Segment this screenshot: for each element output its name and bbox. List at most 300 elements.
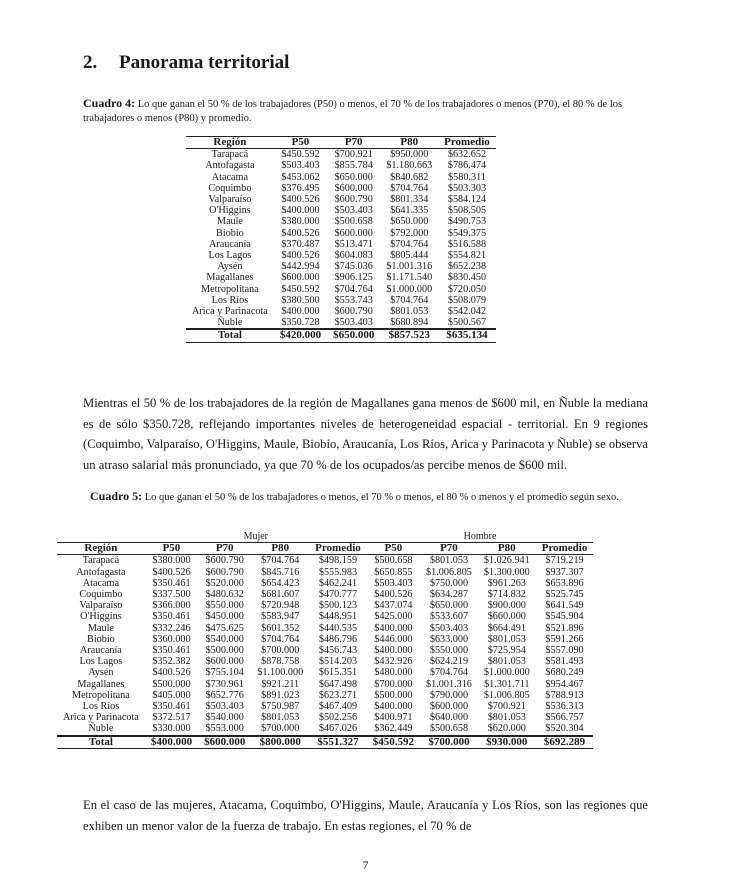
value-cell: $704.764 — [390, 294, 429, 306]
table-row — [57, 634, 593, 645]
value-cell: $730.961 — [205, 678, 244, 690]
value-cell: $480.632 — [205, 589, 244, 601]
value-cell: $714.832 — [487, 589, 526, 601]
value-cell: $467.409 — [318, 701, 358, 713]
region-cell: Arica y Parinacota — [192, 306, 268, 318]
column-header: P50 — [145, 543, 198, 555]
value-cell: $500.658 — [429, 723, 469, 735]
value-cell: $500.658 — [374, 555, 413, 567]
value-cell: $650.855 — [374, 566, 413, 578]
value-cell: $600.790 — [334, 194, 373, 206]
total-value: $700.000 — [420, 736, 478, 749]
total-value: $400.000 — [145, 736, 198, 749]
value-cell: $1.006.805 — [483, 689, 530, 701]
value-cell: $350.461 — [152, 701, 191, 713]
value-cell: $503.403 — [374, 577, 413, 589]
value-cell: $503.403 — [281, 160, 320, 172]
column-header: P80 — [380, 137, 438, 149]
value-cell: $950.000 — [390, 149, 429, 161]
value-cell: $745.036 — [334, 261, 373, 273]
table-row — [186, 194, 496, 205]
cuadro4-label: Cuadro 4: — [83, 96, 136, 110]
value-cell: $583.947 — [261, 611, 300, 623]
value-cell: $566.757 — [545, 712, 584, 724]
cuadro4-caption-text: Lo que ganan el 50 % de los trabajadores (P50) o menos, el 70 % de los trabajadores o menos (P70), el 80 % de los trabajadores o menos (P80) y promedio. — [83, 99, 623, 124]
value-cell: $641.335 — [390, 205, 429, 217]
value-cell: $520.000 — [205, 577, 244, 589]
page-number: 7 — [362, 858, 369, 872]
value-cell: $805.444 — [390, 250, 429, 262]
table-row — [186, 272, 496, 283]
value-cell: $503.403 — [334, 317, 373, 329]
table-row — [186, 205, 496, 216]
value-cell: $545.904 — [545, 611, 584, 623]
value-cell: $704.764 — [261, 633, 300, 645]
value-cell: $1.100.000 — [257, 667, 304, 679]
value-cell: $650.000 — [334, 171, 373, 183]
region-cell: Arica y Parinacota — [63, 712, 139, 724]
region-cell: O'Higgins — [209, 205, 251, 217]
value-cell: $704.764 — [261, 555, 300, 567]
region-cell: Aysén — [88, 667, 114, 679]
value-cell: $332.246 — [152, 622, 191, 634]
value-cell: $755.104 — [205, 667, 244, 679]
region-cell: O'Higgins — [80, 611, 122, 623]
value-cell: $513.471 — [334, 238, 373, 250]
total-value: $692.289 — [536, 736, 594, 749]
value-cell: $961.263 — [487, 577, 526, 589]
value-cell: $700.921 — [487, 701, 526, 713]
value-cell: $641.549 — [545, 600, 584, 612]
region-cell: Biobio — [87, 633, 115, 645]
value-cell: $790.000 — [429, 689, 469, 701]
value-cell: $623.271 — [318, 689, 358, 701]
value-cell: $450.000 — [205, 611, 244, 623]
value-cell: $450.592 — [281, 283, 320, 295]
value-cell: $600.000 — [205, 656, 244, 668]
value-cell: $600.000 — [281, 272, 320, 284]
value-cell: $650.000 — [429, 600, 469, 612]
cuadro5-caption-text: Lo que ganan el 50 % de los trabajadores o menos, el 70 % o menos, el 80 % o menos y el promedio según sexo. — [144, 492, 619, 503]
total-value: $635.134 — [438, 329, 496, 342]
paragraph-2: En el caso de las mujeres, Atacama, Coquimbo, O'Higgins, Maule, Araucanía y Los Ríos, son las regiones que exhiben un menor valor de la fuerza de trabajo. En estas regiones, el 70 % de — [83, 798, 648, 833]
value-cell: $480.000 — [374, 667, 413, 679]
value-cell: $632.652 — [447, 149, 487, 161]
value-cell: $878.758 — [261, 656, 300, 668]
value-cell: $442.994 — [281, 261, 320, 273]
value-cell: $680.249 — [545, 667, 584, 679]
region-cell: Ñuble — [88, 723, 114, 735]
value-cell: $500.123 — [318, 600, 358, 612]
value-cell: $400.000 — [281, 205, 320, 217]
value-cell: $786.474 — [447, 160, 487, 172]
value-cell: $540.000 — [205, 712, 244, 724]
value-cell: $801.334 — [390, 194, 429, 206]
value-cell: $550.000 — [429, 645, 469, 657]
table-row — [186, 306, 496, 317]
value-cell: $500.567 — [447, 317, 487, 329]
value-cell: $470.777 — [318, 589, 358, 601]
value-cell: $591.266 — [545, 633, 584, 645]
value-cell: $1.026.941 — [483, 555, 530, 567]
value-cell: $432.926 — [374, 656, 413, 668]
value-cell: $508.505 — [447, 205, 487, 217]
value-cell: $362.449 — [374, 723, 413, 735]
value-cell: $330.000 — [152, 723, 191, 735]
value-cell: $520.304 — [545, 723, 584, 735]
value-cell: $503.403 — [334, 205, 373, 217]
value-cell: $704.764 — [390, 238, 429, 250]
value-cell: $400.000 — [374, 622, 413, 634]
value-cell: $906.125 — [334, 272, 373, 284]
table-row — [57, 611, 593, 622]
region-cell: Magallanes — [77, 678, 125, 690]
value-cell: $801.053 — [429, 555, 469, 567]
table-row — [57, 679, 593, 690]
value-cell: $536.313 — [545, 701, 584, 713]
value-cell: $660.000 — [487, 611, 526, 623]
table-row — [57, 667, 593, 678]
value-cell: $500.658 — [334, 216, 373, 228]
value-cell: $554.821 — [447, 250, 487, 262]
group-mujer: Mujer — [243, 531, 269, 542]
value-cell: $521.896 — [545, 622, 584, 634]
value-cell: $400.000 — [281, 306, 320, 318]
table-row — [57, 600, 593, 611]
region-cell: Valparaíso — [208, 194, 252, 206]
section-heading — [83, 52, 289, 74]
value-cell: $450.592 — [281, 149, 320, 161]
table-row — [57, 589, 593, 600]
value-cell: $600.790 — [334, 306, 373, 318]
value-cell: $937.307 — [545, 566, 584, 578]
value-cell: $498.159 — [318, 555, 358, 567]
region-cell: Coquimbo — [79, 589, 123, 601]
table-row — [186, 250, 496, 261]
total-row — [57, 736, 593, 749]
value-cell: $350.728 — [281, 317, 320, 329]
value-cell: $467.026 — [318, 723, 358, 735]
value-cell: $845.716 — [261, 566, 300, 578]
value-cell: $700.921 — [334, 149, 373, 161]
table-row — [57, 578, 593, 589]
value-cell: $664.491 — [487, 622, 526, 634]
column-header: Región — [57, 543, 145, 555]
value-cell: $400.526 — [152, 566, 191, 578]
value-cell: $405.000 — [152, 689, 191, 701]
value-cell: $654.423 — [261, 577, 300, 589]
table-row — [57, 645, 593, 656]
paragraph-1: Mientras el 50 % de los trabajadores de la región de Magallanes gana menos de $600 mil, en Ñuble la mediana es de sólo $350.728, reflejando importantes niveles de heterogeneidad espacial - territorial. En 9 regiones (Coquimbo, Valparaíso, O'Higgins, Maule, Biobío, Araucanía, Los Ríos, Arica y Parinacota y Ñuble) se observa un atraso salarial más pronunciado, ya que 70 % de los ocupados/as percibe menos de $600 mil. — [83, 396, 648, 472]
table-row — [186, 284, 496, 295]
value-cell: $503.403 — [429, 622, 469, 634]
value-cell: $600.000 — [334, 182, 373, 194]
region-cell: Atacama — [211, 171, 248, 183]
region-cell: Ñuble — [217, 317, 243, 329]
value-cell: $1.300.000 — [483, 566, 530, 578]
column-header: P70 — [420, 543, 478, 555]
value-cell: $1.001.316 — [426, 678, 472, 690]
column-header: Promedio — [536, 543, 594, 555]
table-row — [57, 567, 593, 578]
region-cell: Araucanía — [208, 238, 251, 250]
table-row — [57, 623, 593, 634]
column-header: P50 — [274, 137, 327, 149]
value-cell: $792.000 — [390, 227, 429, 239]
value-cell: $640.000 — [429, 712, 469, 724]
total-value: $857.523 — [380, 329, 438, 342]
value-cell: $350.461 — [152, 577, 191, 589]
region-cell: Los Ríos — [82, 701, 120, 713]
value-cell: $514.203 — [318, 656, 358, 668]
value-cell: $600.790 — [205, 555, 244, 567]
value-cell: $830.450 — [447, 272, 487, 284]
table-row — [186, 261, 496, 272]
value-cell: $462.241 — [318, 577, 358, 589]
value-cell: $500.000 — [205, 645, 244, 657]
column-header: P80 — [251, 543, 309, 555]
value-cell: $440.535 — [318, 622, 358, 634]
total-value: $930.000 — [478, 736, 536, 749]
value-cell: $652.238 — [447, 261, 487, 273]
value-cell: $1.000.000 — [386, 283, 433, 295]
value-cell: $801.053 — [261, 712, 300, 724]
region-cell: Antofagasta — [76, 566, 126, 578]
value-cell: $704.764 — [429, 667, 469, 679]
total-label: Total — [57, 736, 145, 749]
value-cell: $453.062 — [281, 171, 320, 183]
value-cell: $425.000 — [374, 611, 413, 623]
table-row — [186, 216, 496, 227]
region-cell: Maule — [87, 622, 114, 634]
value-cell: $788.913 — [545, 689, 584, 701]
value-cell: $750.987 — [261, 701, 300, 713]
value-cell: $380.000 — [152, 555, 191, 567]
value-cell: $700.000 — [261, 723, 300, 735]
region-cell: Magallanes — [206, 272, 254, 284]
value-cell: $921.211 — [261, 678, 300, 690]
value-cell: $555.983 — [318, 566, 358, 578]
value-cell: $652.776 — [205, 689, 244, 701]
value-cell: $840.682 — [390, 171, 429, 183]
value-cell: $681.607 — [261, 589, 300, 601]
value-cell: $366.000 — [152, 600, 191, 612]
table-row — [57, 712, 593, 723]
value-cell: $719.219 — [545, 555, 584, 567]
value-cell: $400.526 — [281, 250, 320, 262]
value-cell: $516.588 — [447, 238, 487, 250]
value-cell: $633.000 — [429, 633, 469, 645]
value-cell: $437.074 — [374, 600, 413, 612]
value-cell: $553.000 — [205, 723, 244, 735]
value-cell: $400.526 — [281, 194, 320, 206]
total-value: $600.000 — [198, 736, 251, 749]
column-header: P70 — [327, 137, 380, 149]
region-cell: Araucanía — [79, 645, 122, 657]
value-cell: $650.000 — [390, 216, 429, 228]
table-header-row — [57, 543, 593, 555]
table-row — [186, 239, 496, 250]
value-cell: $502.256 — [318, 712, 358, 724]
cuadro4-table — [186, 136, 496, 343]
total-value: $551.327 — [309, 736, 367, 749]
value-cell: $801.053 — [487, 712, 526, 724]
value-cell: $615.351 — [318, 667, 358, 679]
region-cell: Los Ríos — [211, 294, 249, 306]
value-cell: $700.000 — [374, 678, 413, 690]
value-cell: $350.461 — [152, 645, 191, 657]
value-cell: $620.000 — [487, 723, 526, 735]
value-cell: $580.311 — [448, 171, 486, 183]
value-cell: $352.382 — [152, 656, 191, 668]
column-header: P80 — [478, 543, 536, 555]
value-cell: $553.743 — [334, 294, 373, 306]
region-cell: Biobio — [216, 227, 244, 239]
value-cell: $446.000 — [374, 633, 413, 645]
column-header: Promedio — [438, 137, 496, 149]
value-cell: $704.764 — [390, 182, 429, 194]
total-value: $450.592 — [367, 736, 420, 749]
total-value: $420.000 — [274, 329, 327, 342]
column-header: P70 — [198, 543, 251, 555]
value-cell: $337.500 — [152, 589, 191, 601]
section-title: Panorama territorial — [119, 52, 290, 73]
cuadro5-label: Cuadro 5: — [90, 489, 143, 503]
value-cell: $370.487 — [281, 238, 320, 250]
table-row — [186, 317, 496, 329]
column-header: P50 — [367, 543, 420, 555]
table-row — [186, 295, 496, 306]
value-cell: $634.287 — [429, 589, 469, 601]
table-group-header-row — [57, 531, 593, 543]
region-cell: Maule — [216, 216, 243, 228]
table-row — [57, 656, 593, 667]
table-row — [186, 228, 496, 239]
value-cell: $550.000 — [205, 600, 244, 612]
value-cell: $380.500 — [281, 294, 320, 306]
table-row — [57, 723, 593, 735]
value-cell: $1.000.000 — [483, 667, 530, 679]
value-cell: $900.000 — [487, 600, 526, 612]
value-cell: $490.753 — [447, 216, 487, 228]
value-cell: $400.526 — [374, 589, 413, 601]
region-cell: Valparaíso — [79, 600, 123, 612]
value-cell: $750.000 — [429, 577, 469, 589]
region-cell: Atacama — [82, 577, 119, 589]
value-cell: $600.000 — [334, 227, 373, 239]
cuadro5-caption — [90, 489, 650, 505]
region-cell: Los Lagos — [208, 250, 252, 262]
value-cell: $954.467 — [545, 678, 584, 690]
value-cell: $600.000 — [429, 701, 469, 713]
value-cell: $653.896 — [545, 577, 584, 589]
value-cell: $400.526 — [152, 667, 191, 679]
section-number: 2. — [83, 52, 98, 73]
region-cell: Metropolitana — [201, 283, 259, 295]
value-cell: $1.180.663 — [386, 160, 433, 172]
value-cell: $475.625 — [205, 622, 244, 634]
value-cell: $584.124 — [447, 194, 487, 206]
value-cell: $500.000 — [374, 689, 413, 701]
value-cell: $360.000 — [152, 633, 191, 645]
value-cell: $456.743 — [318, 645, 358, 657]
value-cell: $525.745 — [545, 589, 584, 601]
value-cell: $581.493 — [545, 656, 584, 668]
value-cell: $720.050 — [447, 283, 487, 295]
total-value: $650.000 — [327, 329, 380, 342]
value-cell: $400.000 — [374, 701, 413, 713]
value-cell: $508.079 — [447, 294, 487, 306]
value-cell: $557.090 — [545, 645, 584, 657]
value-cell: $1.171.540 — [386, 272, 433, 284]
region-cell: Aysén — [217, 261, 243, 273]
total-row — [186, 329, 496, 342]
value-cell: $604.083 — [334, 250, 373, 262]
value-cell: $486.796 — [318, 633, 358, 645]
cuadro4-caption — [83, 96, 648, 126]
table-row — [186, 183, 496, 194]
value-cell: $400.971 — [374, 712, 413, 724]
table-row — [186, 160, 496, 171]
value-cell: $350.461 — [152, 611, 191, 623]
total-value: $800.000 — [251, 736, 309, 749]
region-cell: Tarapacá — [211, 149, 249, 161]
region-cell: Tarapacá — [82, 555, 120, 567]
value-cell: $500.000 — [152, 678, 191, 690]
value-cell: $533.607 — [429, 611, 469, 623]
value-cell: $801.053 — [487, 633, 526, 645]
value-cell: $600.790 — [205, 566, 244, 578]
value-cell: $801.053 — [487, 656, 526, 668]
table-row — [57, 555, 593, 567]
value-cell: $376.495 — [281, 182, 320, 194]
value-cell: $542.042 — [447, 306, 487, 318]
value-cell: $700.000 — [261, 645, 300, 657]
value-cell: $725.954 — [487, 645, 526, 657]
cuadro5-table — [57, 531, 593, 749]
value-cell: $624.219 — [429, 656, 469, 668]
table-header-row — [186, 137, 496, 149]
table-row — [57, 701, 593, 712]
value-cell: $549.375 — [447, 227, 487, 239]
region-cell: Los Lagos — [79, 656, 123, 668]
value-cell: $680.894 — [390, 317, 429, 329]
value-cell: $1.006.805 — [426, 566, 472, 578]
column-header: Región — [186, 137, 274, 149]
value-cell: $372.517 — [152, 712, 191, 724]
value-cell: $1.301.711 — [484, 678, 530, 690]
value-cell: $647.498 — [318, 678, 358, 690]
value-cell: $891.023 — [261, 689, 300, 701]
value-cell: $540.000 — [205, 633, 244, 645]
value-cell: $400.000 — [374, 645, 413, 657]
region-cell: Metropolitana — [72, 689, 130, 701]
value-cell: $720.948 — [261, 600, 300, 612]
value-cell: $503.303 — [447, 182, 487, 194]
column-header: Promedio — [309, 543, 367, 555]
value-cell: $380.000 — [281, 216, 320, 228]
region-cell: Coquimbo — [208, 182, 252, 194]
table-row — [57, 690, 593, 701]
value-cell: $448.951 — [318, 611, 358, 623]
value-cell: $1.001.316 — [386, 261, 433, 273]
value-cell: $503.403 — [205, 701, 244, 713]
group-hombre: Hombre — [463, 531, 497, 542]
value-cell: $801.053 — [390, 306, 429, 318]
value-cell: $855.784 — [334, 160, 373, 172]
region-cell: Antofagasta — [205, 160, 255, 172]
table-row — [186, 172, 496, 183]
